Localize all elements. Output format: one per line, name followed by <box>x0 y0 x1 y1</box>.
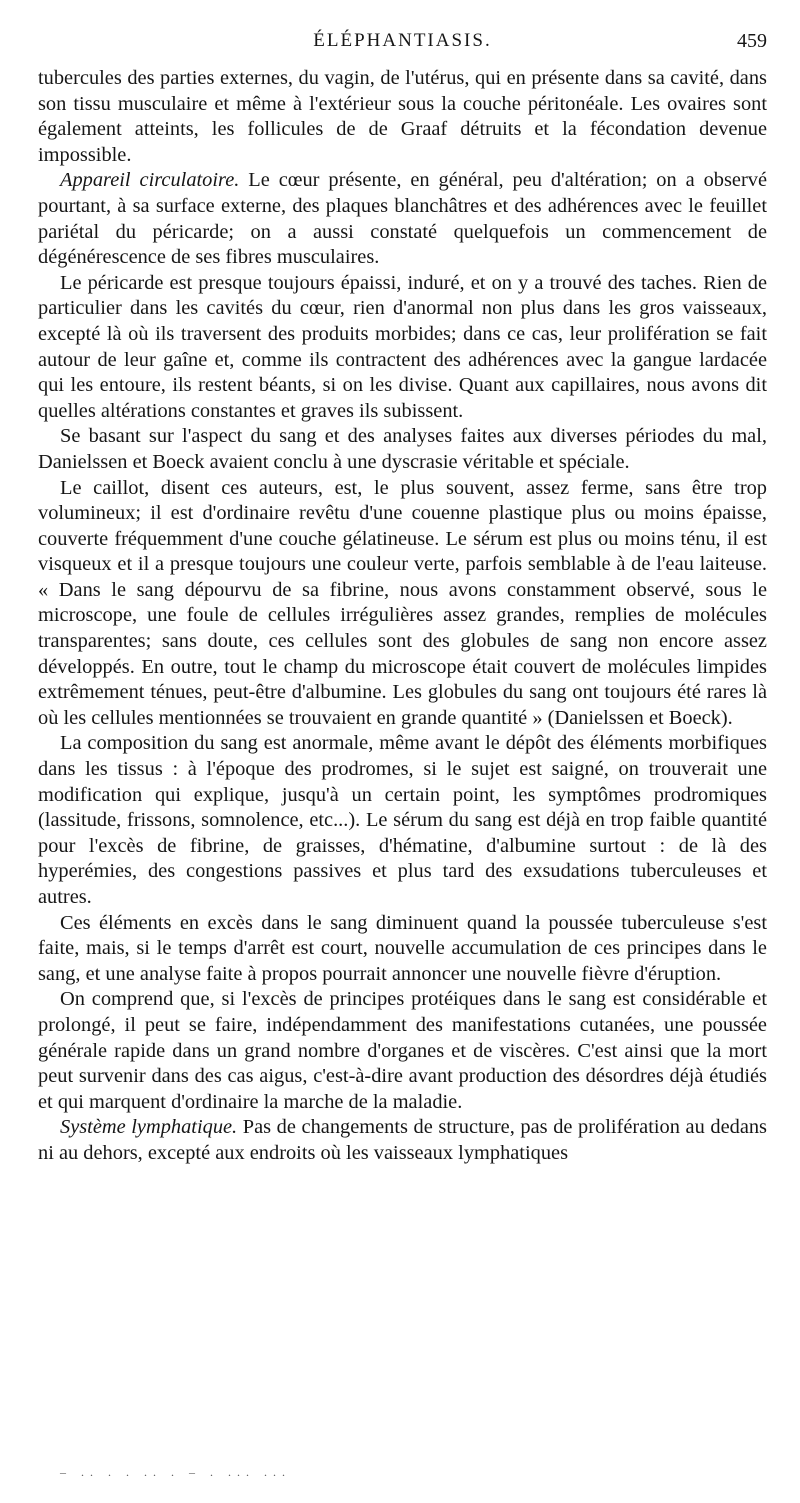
paragraph-protein-excess <box>38 987 767 1115</box>
paragraph-text: On comprend que, si l'excès de principes protéiques dans le sang est considérable et prolongé, il peut se faire, indépendamment des manifestations cutanées, une poussée générale rapide dans un grand nombre d'organes et de viscères. C'est ainsi que la mort peut survenir dans des cas aigus, c'est-à-dire avant production des désordres déjà étudiés et qui marquent d'ordinaire la marche de la maladie. <box>38 988 767 1113</box>
page-number: 459 <box>737 30 767 52</box>
paragraph-clot <box>38 476 767 732</box>
paragraph-blood-composition <box>38 731 767 910</box>
paragraph-dyscrasia <box>38 424 767 475</box>
paragraph-excess-elements <box>38 911 767 988</box>
page-header <box>38 26 767 52</box>
paragraph-text: La composition du sang est anormale, même avant le dépôt des éléments morbifiques dans les tissus : à l'époque des prodromes, si le sujet est saigné, on trouverait une modification qui explique, jusqu'à un certain point, les symptômes prodromiques (lassitude, frissons, somnolence, etc...). Le sérum du sang est déjà en trop faible quantité pour l'excès de fibrine, de graisses, d'hématine, d'albumine surtout : de là des hyperémies, des congestions passives et plus tard des exsudations tuberculeuses et autres. <box>38 732 767 908</box>
document-page <box>38 26 767 1167</box>
running-title: ÉLÉPHANTIASIS. <box>313 30 492 51</box>
paragraph-pericardium <box>38 271 767 425</box>
paragraph-text: Le caillot, disent ces auteurs, est, le plus souvent, assez ferme, sans être trop volumineux; il est d'ordinaire revêtu d'une couenne plastique plus ou moins épaisse, couverte fréquemment d'une couche gélatineuse. Le sérum est plus ou moins ténu, il est visqueux et il a presque toujours une couleur verte, parfois semblable à de l'eau laiteuse. « Dans le sang dépourvu de sa fibrine, nous avons constamment observé, sous le microscope, une foule de cellules irrégulières assez grandes, remplies de molécules transparentes; sans doute, ces cellules sont des globules de sang non encore assez développés. En outre, tout le champ du microscope était couvert de molécules limpides extrêmement ténues, peut-être d'albumine. Les globules du sang ont toujours été rares là où les cellules mentionnées se trouvaient en grande quantité » (Danielssen et Boeck). <box>38 476 767 729</box>
paragraph-continuation <box>38 66 767 168</box>
paragraph-text: Se basant sur l'aspect du sang et des analyses faites aux diverses périodes du mal, Danielssen et Boeck avaient conclu à une dyscrasie véritable et spéciale. <box>38 425 767 473</box>
body-text <box>38 66 767 1167</box>
paragraph-text: Le péricarde est presque toujours épaissi, induré, et on y a trouvé des taches. Rien de particulier dans les cavités du cœur, rien d'anormal non plus dans les gros vaisseaux, excepté là où ils traversent des produits morbides; dans ce cas, leur prolifération se fait autour de leur gaîne et, comme ils contractent des adhérences avec la gangue lardacée qui les entoure, ils restent béants, si on les divise. Quant aux capillaires, nous avons dit quelles altérations constantes et graves ils subissent. <box>38 271 767 422</box>
paragraph-text: Pas de changements de structure, pas de prolifération au dedans ni au dehors, excepté aux endroits où les vaisseaux lymphatiques <box>38 1116 767 1164</box>
section-heading-circulatory: Appareil circulatoire. <box>60 169 240 192</box>
footer-marks: – .. . . .. . – . ... ... <box>60 1465 291 1479</box>
paragraph-lymphatic <box>38 1115 767 1166</box>
section-heading-lymphatic: Système lymphatique. <box>60 1116 238 1139</box>
paragraph-text: Ces éléments en excès dans le sang diminuent quand la poussée tuberculeuse s'est faite, mais, si le temps d'arrêt est court, nouvelle accumulation de ces principes dans le sang, et une analyse faite à propos pourrait annoncer une nouvelle fièvre d'éruption. <box>38 911 767 985</box>
paragraph-text: tubercules des parties externes, du vagin, de l'utérus, qui en présente dans sa cavité, dans son tissu musculaire et même à l'extérieur sous la couche péritonéale. Les ovaires sont également atteints, les follicules de de Graaf détruits et la fécondation devenue impossible. <box>38 67 767 166</box>
paragraph-text: Le cœur présente, en général, peu d'altération; on a observé pourtant, à sa surface externe, des plaques blanchâtres et des adhérences avec le feuillet pariétal du péricarde; on a aussi constaté quelquefois un commencement de dégénérescence de ses fibres musculaires. <box>38 169 767 269</box>
paragraph-circulatory <box>38 168 767 270</box>
